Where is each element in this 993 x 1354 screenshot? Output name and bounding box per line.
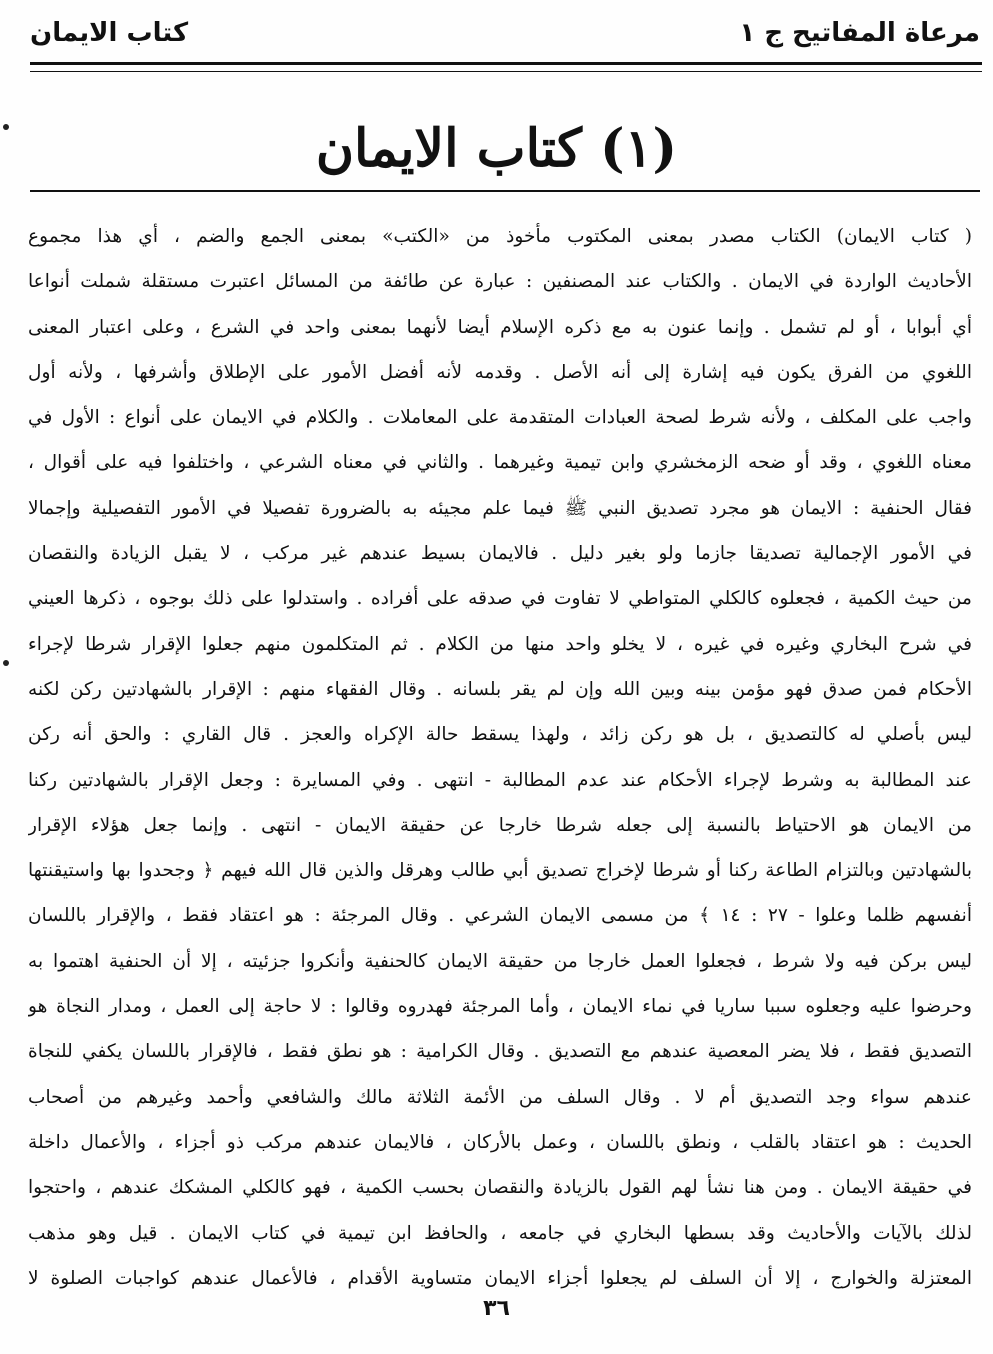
- text-line: في شرح البخاري وغيره في غيره ، لا يخلو واحد منها من الكلام . ثم المتكلمون منهم جعلوا الإقرار شرطا لإجراء: [28, 633, 972, 655]
- text-line: المعتزلة والخوارج ، إلا أن السلف لم يجعلوا أجزاء الايمان متساوية الأقدام ، فالأعمال عندهم كواجبات الصلوة لا: [28, 1267, 972, 1289]
- text-line: أنفسهم ظلما وعلوا - ٢٧ : ١٤ ﴾ من مسمى الايمان الشرعي . وقال المرجئة : هو اعتقاد فقط ، والإقرار باللسان: [28, 905, 972, 927]
- text-line: أي أبوابا ، أو لم تشمل . وإنما عنون به مع ذكره الإسلام أيضا لأنهما بمعنى واحد في الشرع ، وعلى اعتبار المعنى: [28, 316, 972, 338]
- text-line: ليس بأصلي له كالتصديق ، بل هو ركن زائد ، ولهذا يسقط حالة الإكراه والعجز . قال القاري : والحق أنه ركن: [28, 724, 972, 746]
- header-book-reference: مرعاة المفاتيح ج ١: [739, 18, 980, 48]
- text-line: الأحاديث الواردة في الايمان . والكتاب عند المصنفين : عبارة عن طائفة من المسائل اعتبرت مستقلة شملت أنواعا: [28, 271, 972, 293]
- text-line: لذلك بالآيات والأحاديث وقد بسطها البخاري في جامعه ، والحافظ ابن تيمية في كتاب الايمان . قيل وهو مذهب: [28, 1222, 972, 1244]
- text-line: معناه اللغوي ، وقد أو ضحه الزمخشري وابن تيمية وغيرهما . والثاني في معناه الشرعي ، واختلفوا فيه على أقوال ،: [28, 452, 972, 474]
- text-line: الحديث : هو اعتقاد بالقلب ، ونطق باللسان ، وعمل بالأركان ، فالايمان عندهم مركب ذو أجزاء ، والأعمال داخلة: [28, 1131, 972, 1153]
- text-line: التصديق فقط ، فلا يضر المعصية عندهم مع التصديق . وقال الكرامية : هو نطق فقط ، فالإقرار باللسان يكفي للنجاة: [28, 1041, 972, 1063]
- text-line: الأحكام فمن صدق فهو مؤمن بينه وبين الله وإن لم يقر بلسانه . وقال الفقهاء منهم : الإقرار بالشهادتين ركن لكنه: [28, 678, 972, 700]
- margin-mark: [3, 660, 9, 666]
- page-number: ٣٦: [483, 1296, 510, 1321]
- text-line: من حيث الكمية ، فجعلوه كالكلي المتواطي لا تفاوت في صدقه على أفراده . واستدلوا على ذلك بوجوه ، ذكرها العيني: [28, 588, 972, 610]
- text-line: واجب على المكلف ، ولأنه شرط لصحة العبادات المتقدمة على المعاملات . والكلام في الايمان على أنواع : الأول في: [28, 407, 972, 429]
- text-line: في حقيقة الايمان . ومن هنا نشأ لهم القول بالزيادة والنقصان بحسب الكمية ، فهو كالكلي المشكك عندهم ، واحتجوا: [28, 1177, 972, 1199]
- text-line: ليس بركن فيه ولا شرط ، فجعلوا العمل خارجا من حقيقة الايمان كالحنفية وأنكروا جزئيته ، إلا أن الحنفية اهتموا به: [28, 950, 972, 972]
- text-line: من الايمان هو الاحتياط بالنسبة إلى جعله شرطا خارجا عن حقيقة الايمان - انتهى . وإنما جعل هؤلاء الإقرار: [28, 814, 972, 836]
- running-header: [30, 18, 980, 58]
- title-rule: [30, 190, 980, 192]
- text-line: بالشهادتين وبالتزام الطاعة ركنا أو شرطا لإخراج تصديق أبي طالب وهرقل والذين قال الله فيهم ﴿ وجحدوا بها واستيقنتها: [28, 860, 972, 882]
- body-text: [28, 214, 972, 1301]
- text-line: اللغوي من الفرق يكون فيه إشارة إلى أنه الأصل . وقدمه لأنه أفضل الأمور على الإطلاق وأشرفها ، ولأنه أول: [28, 361, 972, 383]
- header-section-title: كتاب الايمان: [30, 18, 189, 48]
- text-line: في الأمور الإجمالية تصديقا جازما ولو بغير دليل . فالايمان بسيط عندهم غير مركب ، لا يقبل الزيادة والنقصان: [28, 543, 972, 565]
- header-double-rule: [30, 62, 982, 72]
- chapter-title: (١) كتاب الايمان: [315, 118, 678, 179]
- text-line: وحرضوا عليه وجعلوه سببا ساريا في نماء الايمان ، وأما المرجئة فهدروه وقالوا : لا حاجة إلى العمل ، ومدار النجاة هو: [28, 996, 972, 1018]
- text-line: ( كتاب الايمان) الكتاب مصدر بمعنى المكتوب مأخوذ من «الكتب» بمعنى الجمع والضم ، أي هذا مجموع: [28, 226, 972, 247]
- text-line: فقال الحنفية : الايمان هو مجرد تصديق النبي ﷺ فيما علم مجيئه به بالضرورة تفصيلا في الأمور التفصيلية وإجمالا: [28, 497, 972, 519]
- text-line: عند المطالبة به وشرط لإجراء الأحكام عند عدم المطالبة - انتهى . وفي المسايرة : وجعل الإقرار بالشهادتين ركنا: [28, 769, 972, 791]
- text-line: عندهم سواء وجد التصديق أم لا . وقال السلف من الأئمة الثلاثة مالك والشافعي وأحمد وغيرهم من أصحاب: [28, 1086, 972, 1108]
